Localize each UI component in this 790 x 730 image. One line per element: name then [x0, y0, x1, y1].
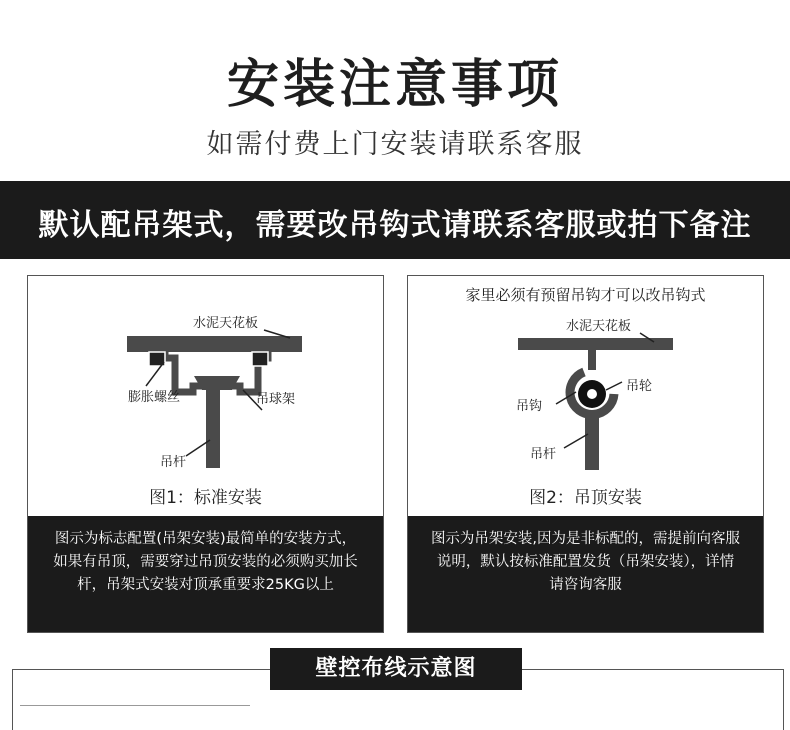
panel-description-box — [408, 516, 763, 632]
hook-install-diagram — [408, 306, 763, 486]
panel-hook-install — [407, 275, 764, 633]
pulley-axle — [587, 389, 597, 399]
hanging-rod — [585, 410, 599, 470]
panel-description-box — [28, 516, 383, 632]
hook-label: 吊钩 — [516, 399, 543, 414]
ceiling-label: 水泥天花板 — [566, 319, 632, 334]
ceiling-label: 水泥天花板 — [193, 316, 259, 331]
panel-description-text: 图示为吊架安装,因为是非标配的，需提前向客服说明，默认按标准配置发货（吊架安装），详情请咨询客服 — [430, 531, 741, 593]
pulley-leader — [606, 382, 622, 390]
pulley-label: 吊轮 — [626, 379, 653, 394]
panel-standard-install — [27, 275, 384, 633]
ball-cup — [194, 376, 240, 390]
rod-label: 吊杆 — [530, 447, 557, 462]
hanging-rod — [206, 390, 220, 468]
standard-install-diagram — [28, 306, 383, 486]
ceiling-slab — [127, 336, 302, 352]
wiring-section-divider — [20, 705, 250, 706]
expansion-screw-label: 膨胀螺丝 — [128, 390, 181, 405]
expansion-screw-right — [252, 352, 268, 366]
rod-leader — [564, 434, 588, 448]
ball-bracket-label: 吊球架 — [256, 392, 296, 407]
rod-label: 吊杆 — [160, 455, 187, 470]
notice-banner — [0, 181, 790, 259]
wiring-section-title: 壁控布线示意图 — [270, 648, 522, 690]
page-title: 安装注意事项 — [226, 55, 563, 115]
panel-description-text: 图示为标志配置(吊架安装)最简单的安装方式，如果有吊顶，需要穿过吊顶安装的必须购买加长杆，吊架式安装对顶承重要求25KG以上 — [53, 531, 358, 593]
notice-banner-text: 默认配吊架式，需要改吊钩式请联系客服或拍下备注 — [38, 208, 752, 243]
hook-requirement-note: 家里必须有预留吊钩才可以改吊钩式 — [465, 286, 706, 304]
figure-caption: 图2：吊顶安装 — [529, 488, 642, 508]
page-subtitle: 如需付费上门安装请联系客服 — [206, 129, 584, 160]
figure-caption: 图1：标准安装 — [149, 488, 262, 508]
hook-stem — [588, 350, 596, 370]
